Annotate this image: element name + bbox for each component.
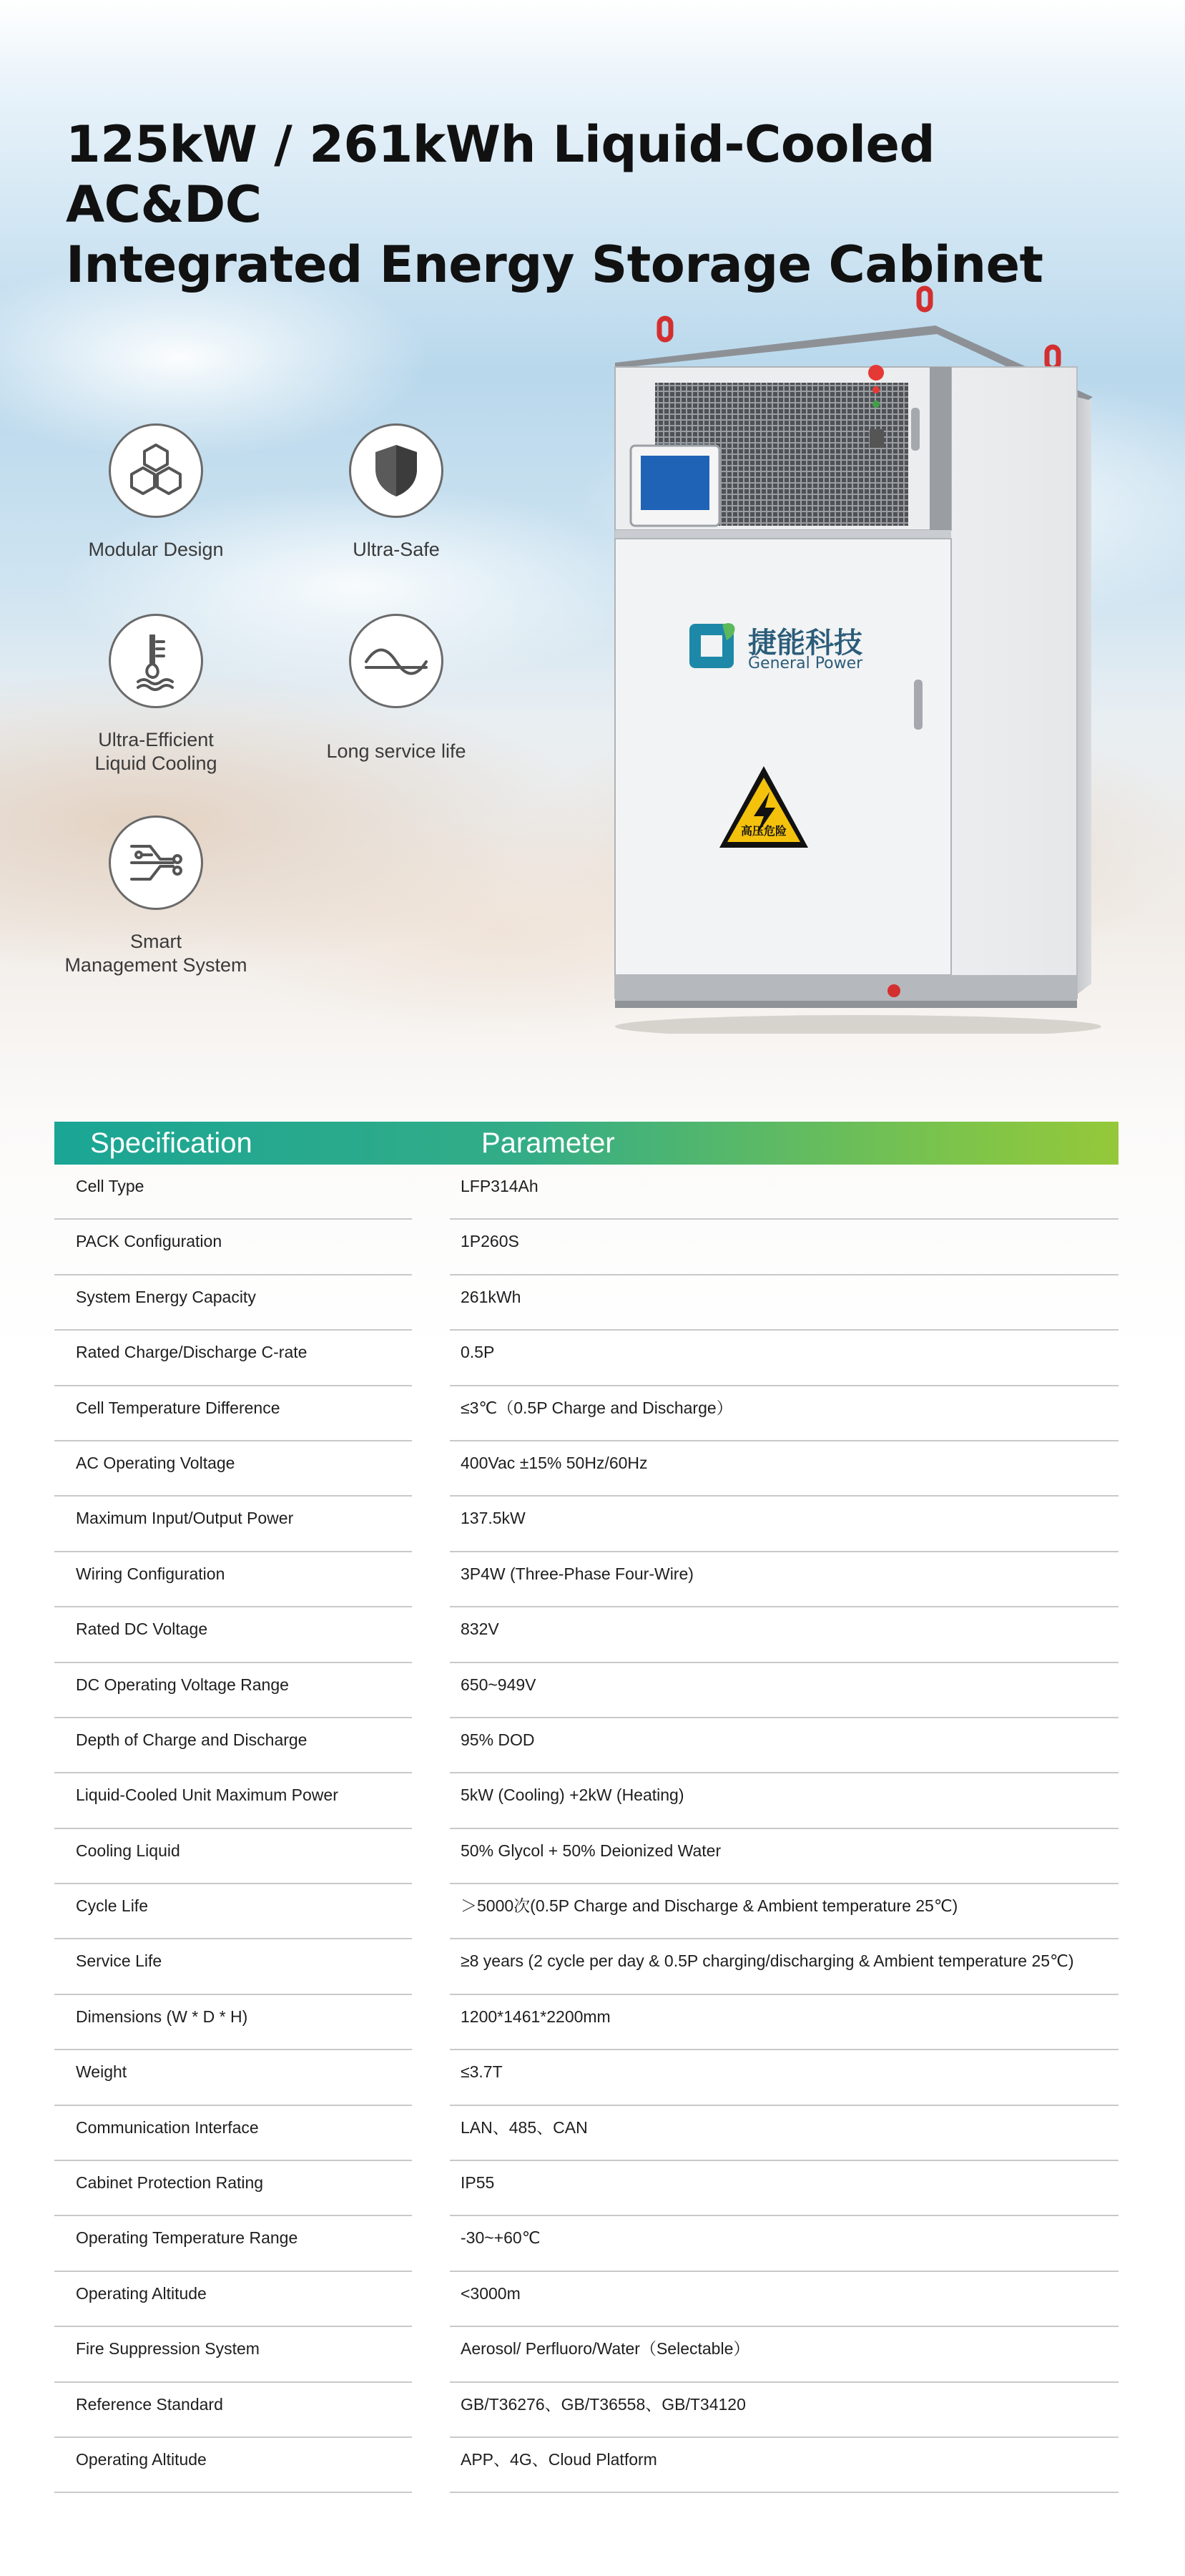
table-row	[54, 1884, 1118, 1939]
warning-label-text: 高压危险	[740, 824, 787, 838]
brand-cn-text: 捷能科技	[748, 627, 862, 660]
spec-name: AC Operating Voltage	[76, 1453, 235, 1472]
spec-name: Communication Interface	[76, 2117, 259, 2137]
page-title	[66, 114, 1067, 295]
feature-label: Ultra-Safe	[353, 539, 440, 560]
table-row	[54, 1165, 1118, 1220]
table-row	[54, 1939, 1118, 1994]
spec-name: Weight	[76, 2062, 127, 2082]
spec-value: 95% DOD	[461, 1730, 535, 1749]
table-row	[54, 2327, 1118, 2382]
spec-value: 1200*1461*2200mm	[461, 2007, 611, 2026]
feature-label-line2: Liquid Cooling	[94, 753, 217, 774]
row-divider	[54, 2492, 412, 2493]
header-specification: Specification	[90, 1127, 252, 1159]
spec-value: Aerosol/ Perfluoro/Water（Selectable）	[461, 2339, 750, 2359]
spec-value: 400Vac ±15% 50Hz/60Hz	[461, 1453, 648, 1472]
feature-liquid-cooling	[41, 614, 270, 775]
spec-value: GB/T36276、GB/T36558、GB/T34120	[461, 2394, 746, 2414]
spec-name: Maximum Input/Output Power	[76, 1509, 294, 1528]
spec-value: <3000m	[461, 2283, 521, 2303]
table-row	[54, 1829, 1118, 1884]
table-row	[54, 1552, 1118, 1607]
feature-smart-management	[41, 816, 270, 977]
table-row	[54, 2050, 1118, 2105]
table-row	[54, 2161, 1118, 2216]
spec-name: Dimensions (W * D * H)	[76, 2007, 248, 2026]
feature-label-line1: Ultra-Efficient	[98, 729, 214, 750]
spec-value: ≤3℃（0.5P Charge and Discharge）	[461, 1398, 733, 1417]
spec-value: -30~+60℃	[461, 2228, 541, 2248]
spec-name: Liquid-Cooled Unit Maximum Power	[76, 1786, 338, 1805]
energy-storage-cabinet-image	[601, 283, 1101, 1034]
table-row	[54, 1331, 1118, 1386]
feature-label: Long service life	[326, 740, 466, 762]
table-row	[54, 1497, 1118, 1552]
spec-value: IP55	[461, 2173, 495, 2193]
table-row	[54, 1663, 1118, 1718]
feature-label-line1: Smart	[129, 931, 182, 952]
spec-value: ≤3.7T	[461, 2062, 503, 2082]
feature-label: Modular Design	[88, 539, 224, 560]
spec-name: DC Operating Voltage Range	[76, 1675, 289, 1694]
feature-label-line2: Management System	[64, 954, 247, 976]
spec-value: 137.5kW	[461, 1509, 526, 1528]
spec-name: Cell Type	[76, 1177, 144, 1195]
spec-value: LFP314Ah	[461, 1177, 539, 1195]
feature-label	[41, 930, 270, 977]
table-row	[54, 2272, 1118, 2327]
spec-name: Rated DC Voltage	[76, 1620, 208, 1639]
spec-name: Fire Suppression System	[76, 2339, 260, 2359]
header-parameter: Parameter	[481, 1127, 615, 1159]
table-row	[54, 2383, 1118, 2438]
spec-value: 1P260S	[461, 1232, 519, 1251]
table-row	[54, 1220, 1118, 1275]
spec-name: Operating Temperature Range	[76, 2228, 298, 2248]
table-row	[54, 1441, 1118, 1497]
circuit-icon	[109, 816, 203, 910]
shield-icon	[349, 423, 443, 518]
brand-en-text: General Power	[748, 655, 863, 672]
title-line-1: 125kW / 261kWh Liquid-Cooled AC&DC	[66, 115, 935, 234]
feature-label	[41, 728, 270, 775]
feature-long-service-life	[282, 614, 511, 763]
table-row	[54, 1718, 1118, 1773]
spec-value: APP、4G、Cloud Platform	[461, 2449, 657, 2469]
spec-name: Cycle Life	[76, 1896, 148, 1916]
spec-name: Operating Altitude	[76, 2449, 207, 2469]
table-row	[54, 1995, 1118, 2050]
table-row	[54, 1275, 1118, 1331]
feature-modular-design	[41, 423, 270, 562]
thermometer-icon	[109, 614, 203, 708]
hexagons-icon	[109, 423, 203, 518]
spec-value: 5kW (Cooling) +2kW (Heating)	[461, 1786, 684, 1805]
spec-name: Wiring Configuration	[76, 1564, 225, 1583]
spec-table-header	[54, 1122, 1118, 1165]
feature-ultra-safe	[282, 423, 511, 562]
table-row	[54, 1607, 1118, 1662]
spec-name: Cabinet Protection Rating	[76, 2173, 264, 2193]
spec-name: Cell Temperature Difference	[76, 1398, 280, 1417]
spec-value: 0.5P	[461, 1343, 495, 1362]
table-row	[54, 1773, 1118, 1828]
table-row	[54, 2106, 1118, 2161]
spec-name: Reference Standard	[76, 2394, 223, 2414]
row-divider	[450, 2492, 1118, 2493]
title-line-2: Integrated Energy Storage Cabinet	[66, 235, 1043, 294]
wave-icon	[349, 614, 443, 708]
spec-value: 3P4W (Three-Phase Four-Wire)	[461, 1564, 694, 1583]
spec-name: System Energy Capacity	[76, 1287, 256, 1306]
spec-value: 50% Glycol + 50% Deionized Water	[461, 1841, 722, 1860]
spec-value: 832V	[461, 1620, 499, 1639]
spec-name: Cooling Liquid	[76, 1841, 180, 1860]
spec-value: 261kWh	[461, 1287, 521, 1306]
spec-value: ≥8 years (2 cycle per day & 0.5P charging/discharging & Ambient temperature 25℃)	[461, 1951, 1074, 1971]
spec-name: PACK Configuration	[76, 1232, 222, 1251]
spec-value: ＞5000次(0.5P Charge and Discharge & Ambient temperature 25℃)	[461, 1896, 958, 1916]
spec-name: Rated Charge/Discharge C-rate	[76, 1343, 308, 1362]
table-row	[54, 2438, 1118, 2493]
spec-value: 650~949V	[461, 1675, 536, 1694]
spec-table	[54, 1165, 1118, 2493]
spec-value: LAN、485、CAN	[461, 2117, 588, 2137]
table-row	[54, 2216, 1118, 2271]
spec-name: Service Life	[76, 1951, 162, 1971]
table-row	[54, 1386, 1118, 1441]
spec-name: Depth of Charge and Discharge	[76, 1730, 308, 1749]
spec-name: Operating Altitude	[76, 2283, 207, 2303]
